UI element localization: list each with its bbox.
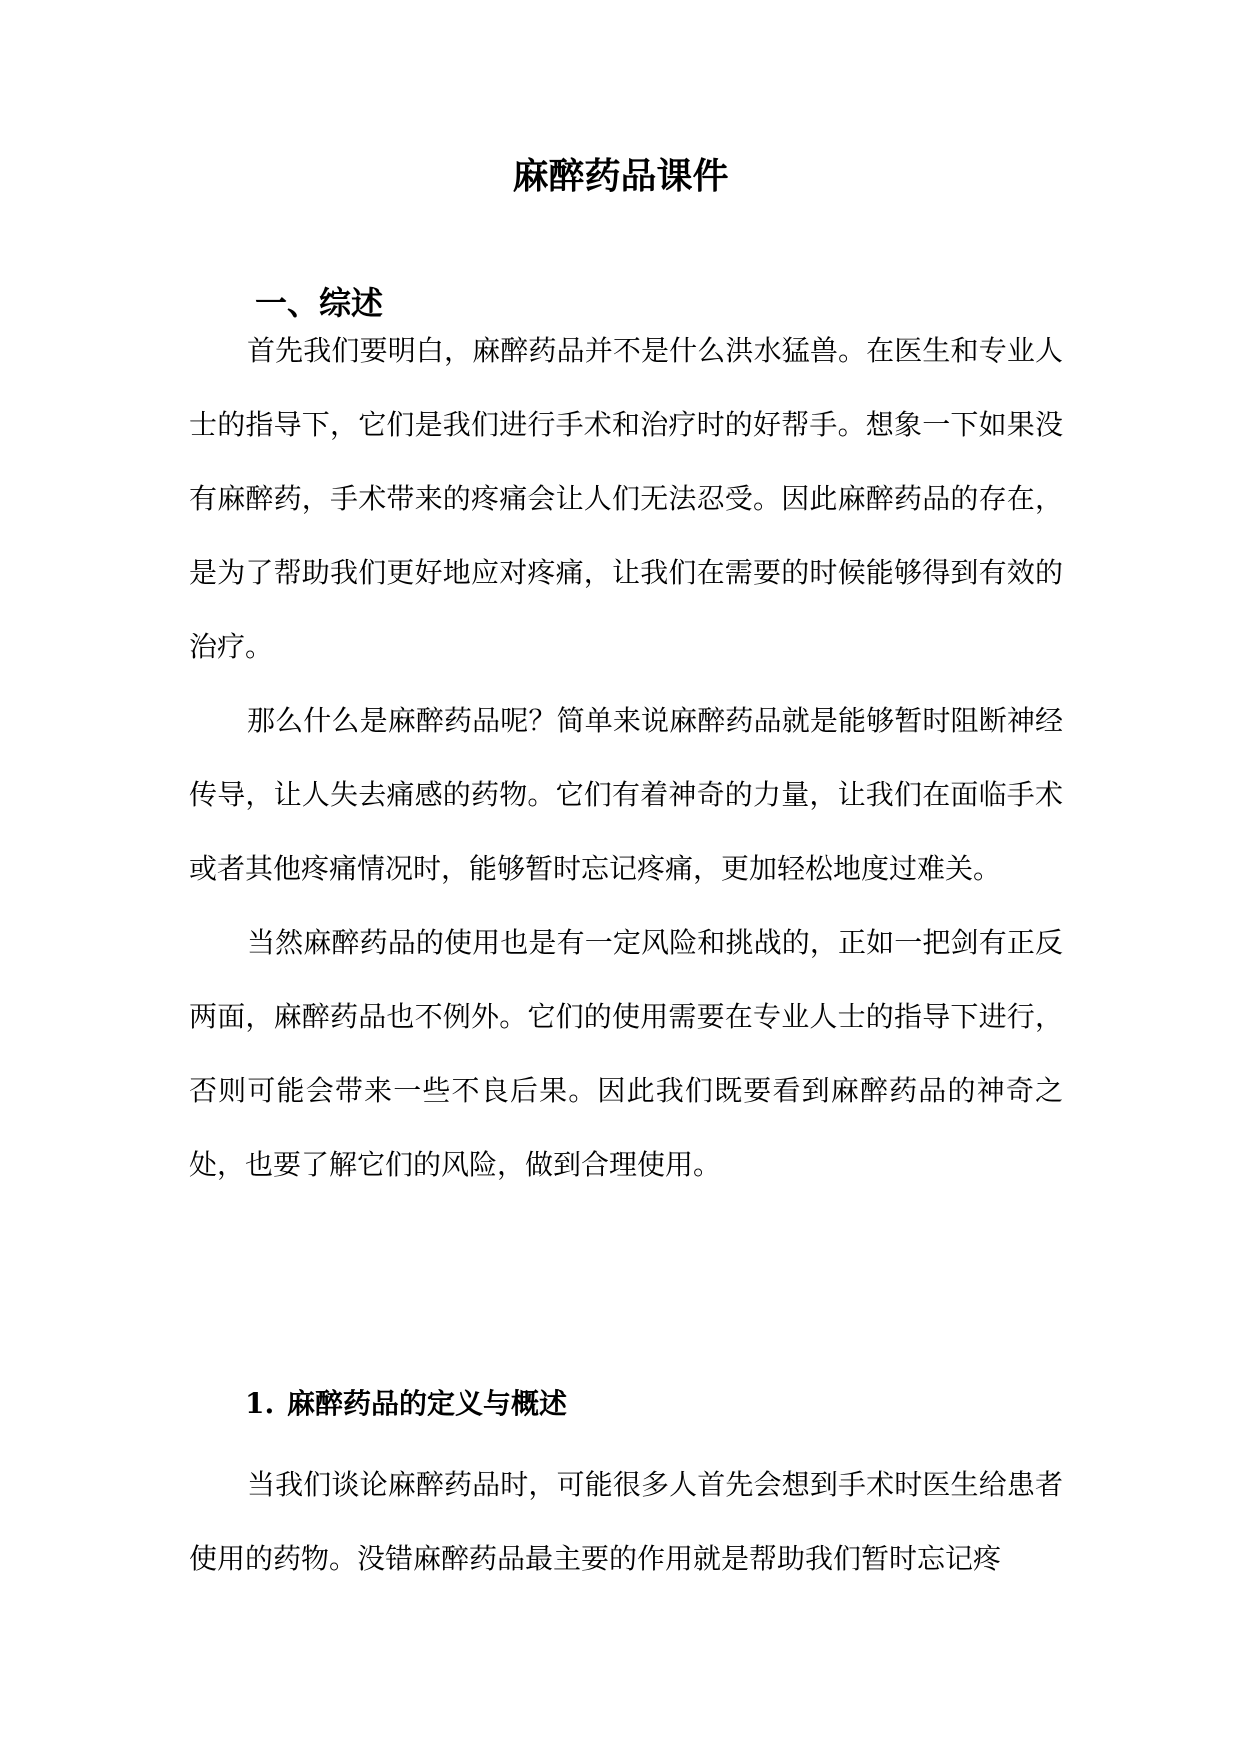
- subsection-number: 1.: [245, 1387, 275, 1420]
- subsection-heading-definition: [245, 1384, 567, 1424]
- paragraph: 当然麻醉药品的使用也是有一定风险和挑战的，正如一把剑有正反两面，麻醉药品也不例外。它们的使用需要在专业人士的指导下进行，否则可能会带来一些不良后果。因此我们既要看到麻醉药品的神奇之处，也要了解它们的风险，做到合理使用。: [189, 926, 1063, 1181]
- document-title: 麻醉药品课件: [512, 155, 729, 197]
- section-overview-body: [189, 314, 1063, 1202]
- paragraph: 那么什么是麻醉药品呢？简单来说麻醉药品就是能够暂时阻断神经传导，让人失去痛感的药物。它们有着神奇的力量，让我们在面临手术或者其他疼痛情况时，能够暂时忘记疼痛，更加轻松地度过难关。: [189, 704, 1063, 885]
- paragraph: 首先我们要明白，麻醉药品并不是什么洪水猛兽。在医生和专业人士的指导下，它们是我们进行手术和治疗时的好帮手。想象一下如果没有麻醉药，手术带来的疼痛会让人们无法忍受。因此麻醉药品的存在，是为了帮助我们更好地应对疼痛，让我们在需要的时候能够得到有效的治疗。: [189, 334, 1063, 663]
- section-heading-overview: 一、综述: [255, 284, 384, 322]
- subsection-title: 麻醉药品的定义与概述: [287, 1387, 568, 1420]
- paragraph: 当我们谈论麻醉药品时，可能很多人首先会想到手术时医生给患者使用的药物。没错麻醉药品最主要的作用就是帮助我们暂时忘记疼: [189, 1468, 1063, 1575]
- subsection-definition-body: [189, 1448, 1063, 1596]
